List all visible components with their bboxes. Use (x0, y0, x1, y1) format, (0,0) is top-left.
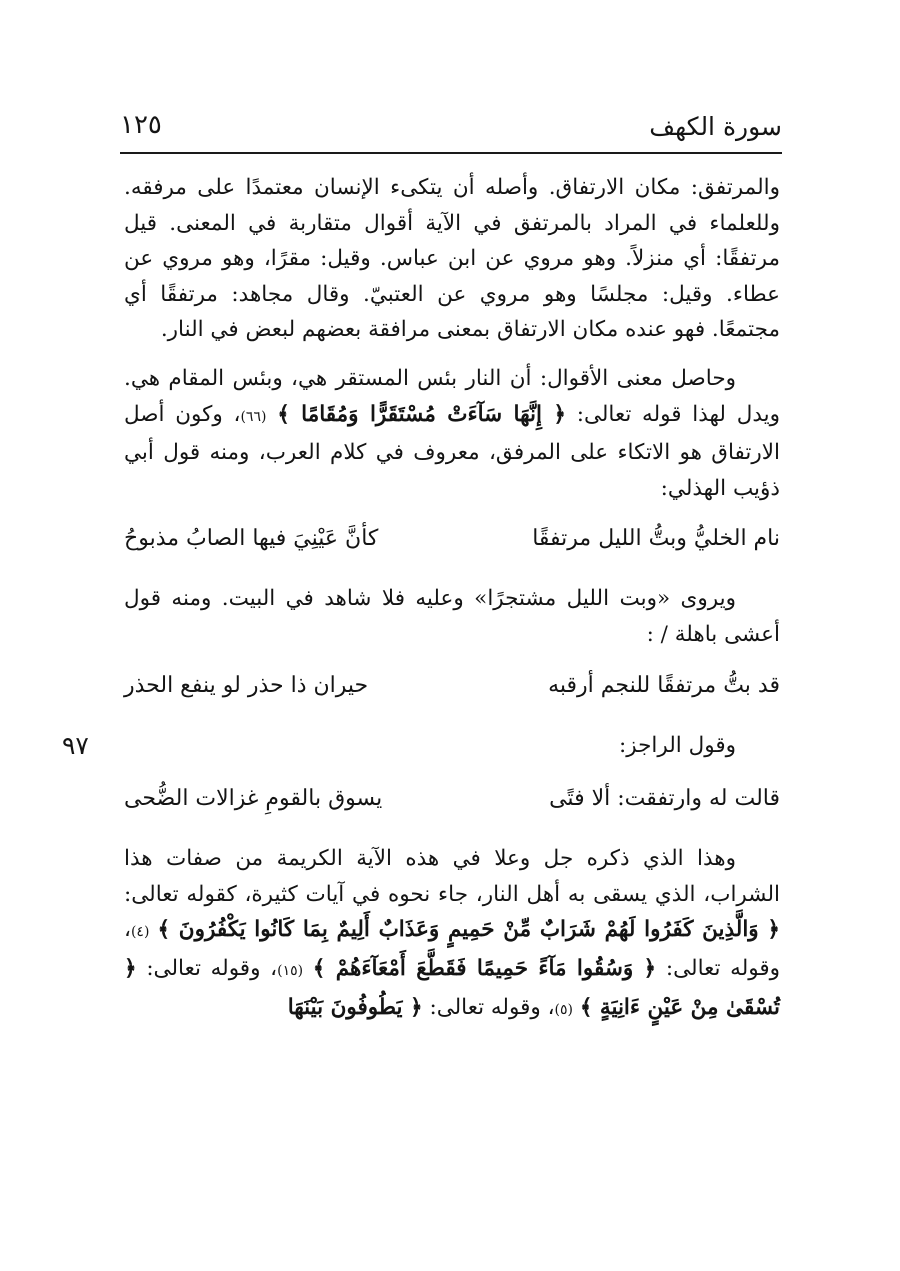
page-body (124, 170, 780, 1041)
poetry-verse (124, 779, 780, 819)
page-number: ١٢٥ (120, 110, 162, 140)
paragraph-raajiz-intro: وقول الراجز: (619, 732, 736, 758)
paragraph-drink-verses (124, 841, 780, 1028)
quran-quote: ﴿ إِنَّهَا سَآءَتْ مُسْتَقَرًّا وَمُقَامًا ﴾ (277, 401, 566, 427)
verse-first-hemistich: قالت له وارتفقت: ألا فتًى (549, 786, 780, 812)
verse-first-hemistich: نام الخليُّ وبتُّ الليل مرتفقًا (532, 526, 780, 552)
ayah-number-marker: (٦٦) (240, 408, 267, 425)
paragraph-text: ، وكون أصل الارتفاق هو الاتكاء على المرفق، معروف في كلام العرب، ومنه قول أبي ذؤيب الهذلي: (124, 401, 780, 501)
poetry-verse (124, 519, 780, 559)
paragraph-text: ، وقوله تعالى: (124, 917, 781, 981)
paragraph-text: وهذا الذي ذكره جل وعلا في هذه الآية الكريمة من صفات هذا الشراب، الذي يسقى به أهل النار، جاء نحوه في آيات كثيرة، كقوله تعالى: (124, 846, 780, 907)
paragraph-text: وحاصل معنى الأقوال: أن النار بئس المستقر هي، وبئس المقام هي. ويدل لهذا قوله تعالى: (124, 365, 780, 427)
quran-quote: ﴿ وَسُقُوا مَآءً حَمِيمًا فَقَطَّعَ أَمْعَآءَهُمْ ﴾ (312, 955, 657, 981)
paragraph-text: ، وقوله تعالى: (146, 955, 278, 981)
paragraph-summary (124, 361, 780, 506)
header-divider (120, 152, 782, 154)
ayah-number-marker: (٤) (130, 924, 150, 941)
paragraph-murtafaq-meaning: والمرتفق: مكان الارتفاق. وأصله أن يتكىء الإنسان معتمدًا على مرفقه. وللعلماء في المراد بالمرتفق في الآية أقوال متقاربة في المعنى. قيل مرتفقًا: أي منزلاً. وهو مروي عن ابن عباس. وقيل: مقرًا، وهو مروي عن عطاء. وقيل: مجلسًا وهو مروي عن العتبيّ. وقال مجاهد: مرتفقًا أي مجتمعًا. فهو عنده مكان الارتفاق بمعنى مرافقة بعضهم لبعض في النار. (124, 175, 780, 343)
verse-second-hemistich: حيران ذا حذر لو ينفع الحذر (124, 672, 369, 698)
margin-page-reference: ٩٧ (62, 731, 89, 760)
poetry-verse (124, 666, 780, 706)
quran-quote: ﴿ وَالَّذِينَ كَفَرُوا لَهُمْ شَرَابٌ مِّنْ حَمِيمٍ وَعَذَابٌ أَلِيمٌ بِمَا كَانُوا يَكْفُرُونَ ﴾ (157, 917, 781, 943)
verse-second-hemistich: كأنَّ عَيْنِيَ فيها الصابُ مذبوحُ (124, 526, 379, 552)
verse-first-hemistich: قد بتُّ مرتفقًا للنجم أرقبه (548, 672, 780, 698)
verse-second-hemistich: يسوق بالقومِ غزالات الضُّحى (124, 786, 383, 812)
paragraph-text: ، وقوله تعالى: (429, 994, 555, 1020)
quran-quote: ﴿ تُسْقَىٰ مِنْ عَيْنٍ ءَانِيَةٍ ﴾ (124, 955, 780, 1020)
surah-title: سورة الكهف (649, 112, 782, 141)
ayah-number-marker: (٥) (554, 1001, 573, 1018)
ayah-number-marker: (١٥) (277, 962, 304, 979)
page-header (120, 108, 782, 152)
quran-quote: ﴿ يَطُوفُونَ بَيْنَهَا (287, 994, 423, 1020)
paragraph-variant-reading: ويروى «وبت الليل مشتجرًا» وعليه فلا شاهد في البيت. ومنه قول أعشى باهلة / : (124, 586, 780, 647)
